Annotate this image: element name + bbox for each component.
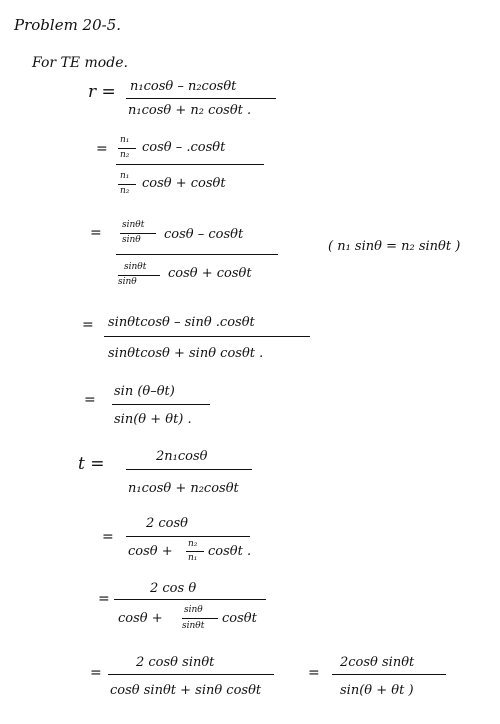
r-frac-sintheta-bot-den: sinθ [118, 277, 137, 287]
t-fraction-bar-2 [126, 536, 250, 537]
r-fraction-bar-4 [104, 336, 310, 337]
r-den2-rest: cosθ + cosθt [142, 176, 226, 191]
t-fraction-bar-1 [126, 469, 252, 470]
t-num3: 2 cos θ [150, 581, 197, 596]
t-num1: 2n₁cosθ [156, 449, 208, 464]
t-equals-5: = [308, 665, 320, 681]
r-num2-rest: cosθ – .cosθt [142, 140, 226, 155]
r-frac-n2-bot-den: n₂ [120, 186, 130, 196]
r-frac-n2-bot: n₂ [120, 150, 130, 160]
r-lhs: r = [88, 82, 116, 102]
t-den1: n₁cosθ + n₂cosθt [128, 481, 239, 496]
r-num4: sinθtcosθ – sinθ .cosθt [108, 315, 255, 330]
r-frac-sinthetat-top-den: sinθt [124, 262, 147, 272]
t-den3-b: cosθt [222, 611, 257, 626]
t-small-bar-1 [186, 551, 204, 552]
t-equals-4: = [90, 665, 102, 681]
intro-text: For TE mode. [32, 55, 128, 71]
t-fraction-bar-3 [114, 599, 266, 600]
t-num4: 2 cosθ sinθt [136, 655, 215, 670]
r-equals-4: = [82, 317, 94, 333]
t-den5: sin(θ + θt ) [340, 683, 414, 698]
r-frac-n1-top-den: n₁ [120, 171, 130, 181]
t-den2-a: cosθ + [128, 544, 173, 559]
t-equals-3: = [98, 591, 110, 607]
t-fraction-bar-4 [108, 674, 274, 675]
r-num5: sin (θ–θt) [114, 384, 175, 399]
r-equals-5: = [84, 392, 96, 408]
snell-law-note: ( n₁ sinθ = n₂ sinθt ) [328, 239, 461, 254]
t-small-bar-2 [182, 618, 218, 619]
r-small-bar-3 [120, 233, 156, 234]
t-frac-n1-bot: n₁ [188, 553, 198, 563]
t-den3-a: cosθ + [118, 611, 163, 626]
r-fraction-bar-3 [116, 254, 278, 255]
r-frac-sinthetat-top: sinθt [122, 220, 145, 230]
t-lhs: t = [78, 454, 105, 474]
r-den5: sin(θ + θt) . [114, 412, 192, 427]
r-den4: sinθtcosθ + sinθ cosθt . [108, 346, 264, 361]
t-equals-2: = [102, 529, 114, 545]
t-num5: 2cosθ sinθt [340, 655, 415, 670]
t-num2: 2 cosθ [146, 516, 189, 531]
r-num1: n₁cosθ – n₂cosθt [130, 79, 237, 94]
t-fraction-bar-5 [332, 674, 446, 675]
r-frac-n1-top: n₁ [120, 135, 130, 145]
t-den2-b: cosθt . [208, 544, 252, 559]
r-small-bar-4 [118, 275, 160, 276]
r-small-bar-2 [118, 184, 136, 185]
r-equals-3: = [90, 225, 102, 241]
r-small-bar-1 [118, 148, 136, 149]
r-frac-sintheta-bot: sinθ [122, 235, 141, 245]
r-den3-rest: cosθ + cosθt [168, 266, 252, 281]
t-den4: cosθ sinθt + sinθ cosθt [110, 683, 262, 698]
r-fraction-bar-1 [126, 98, 276, 99]
problem-title: Problem 20-5. [14, 16, 122, 34]
r-fraction-bar-5 [112, 404, 210, 405]
r-equals-2: = [96, 141, 108, 157]
t-frac-sinthetat-bot: sinθt [182, 621, 205, 631]
t-frac-sintheta-top: sinθ [184, 605, 203, 615]
r-den1: n₁cosθ + n₂ cosθt . [128, 103, 252, 118]
r-num3-rest: cosθ – cosθt [164, 227, 244, 242]
r-fraction-bar-2 [116, 164, 264, 165]
t-frac-n2-top: n₂ [188, 539, 198, 549]
